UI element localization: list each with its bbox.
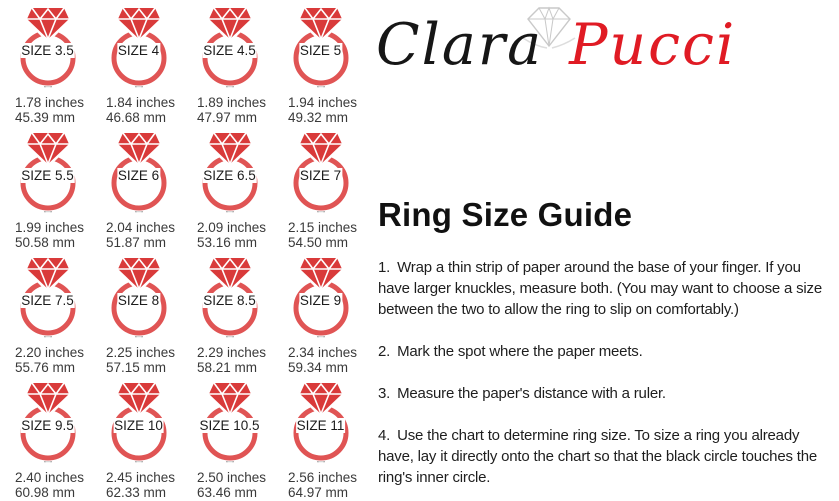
measurement: [288, 345, 357, 376]
size-cell: [2, 251, 93, 376]
measurement-mm: 49.32 mm: [288, 110, 349, 126]
measurement: [106, 220, 175, 251]
step-text: Wrap a thin strip of paper around the base of your finger. If you have larger knuckles, measure both. (You may want to choose a size between the two to allow the ring to slip on comfortably.): [378, 259, 822, 318]
measurement: [106, 345, 175, 376]
size-cell: [2, 126, 93, 251]
ring-icon: [103, 131, 175, 211]
measurement: [15, 95, 84, 126]
measurement: [15, 470, 84, 501]
size-cell: [275, 376, 366, 501]
width-arrow-icon: [14, 211, 82, 213]
size-cell: [93, 251, 184, 376]
step-text: Measure the paper's distance with a ruler.: [397, 385, 666, 402]
ring-size-label: SIZE 8.5: [203, 293, 256, 308]
step-text: Mark the spot where the paper meets.: [397, 343, 643, 360]
guide-step-2: [378, 341, 836, 362]
measurement-inches: 2.34 inches: [288, 344, 358, 360]
ring-icon: [12, 6, 84, 86]
brand-name-first: Clara: [376, 12, 544, 78]
guide-step-4: [378, 425, 836, 488]
measurement-inches: 2.40 inches: [15, 469, 85, 485]
size-cell: [275, 1, 366, 126]
measurement-mm: 58.21 mm: [197, 360, 258, 376]
measurement-mm: 57.15 mm: [106, 360, 167, 376]
width-arrow-icon: [105, 336, 173, 338]
ring-icon: [12, 381, 84, 461]
ring-size-label: SIZE 8: [117, 293, 160, 308]
size-cell: [275, 251, 366, 376]
measurement-mm: 47.97 mm: [197, 110, 258, 126]
width-arrow-icon: [196, 336, 264, 338]
ring-size-label: SIZE 10: [114, 418, 163, 433]
ring-icon: [285, 6, 357, 86]
ring-size-label: SIZE 4.5: [203, 43, 256, 58]
ring-size-label: SIZE 5.5: [21, 168, 74, 183]
step-number: 3.: [378, 385, 391, 402]
measurement-inches: 2.56 inches: [288, 469, 358, 485]
measurement-mm: 51.87 mm: [106, 235, 167, 251]
width-arrow-icon: [196, 86, 264, 88]
width-arrow-icon: [14, 461, 82, 463]
ring-icon: [285, 256, 357, 336]
measurement-inches: 2.45 inches: [106, 469, 176, 485]
size-chart-grid: [2, 1, 366, 501]
ring-size-label: SIZE 6.5: [203, 168, 256, 183]
measurement: [288, 220, 357, 251]
width-arrow-icon: [196, 461, 264, 463]
measurement-inches: 1.84 inches: [106, 94, 176, 110]
width-arrow-icon: [105, 461, 173, 463]
size-cell: [184, 1, 275, 126]
ring-icon: [103, 6, 175, 86]
ring-icon: [194, 381, 266, 461]
brand-name-second: Pucci: [569, 12, 737, 78]
size-cell: [184, 376, 275, 501]
step-text: Use the chart to determine ring size. To size a ring you already have, lay it directly onto the chart so that the black circle touches the ring's inner circle.: [378, 427, 817, 486]
width-arrow-icon: [105, 211, 173, 213]
guide-step-1: [378, 257, 836, 320]
size-cell: [275, 126, 366, 251]
ring-size-label: SIZE 9: [299, 293, 342, 308]
ring-icon: [12, 131, 84, 211]
size-cell: [2, 1, 93, 126]
ring-icon: [103, 256, 175, 336]
measurement: [288, 470, 357, 501]
measurement-inches: 2.29 inches: [197, 344, 267, 360]
width-arrow-icon: [14, 86, 82, 88]
measurement-inches: 1.78 inches: [15, 94, 85, 110]
measurement-mm: 50.58 mm: [15, 235, 76, 251]
measurement: [15, 345, 84, 376]
size-cell: [184, 126, 275, 251]
measurement: [106, 470, 175, 501]
measurement-inches: 2.50 inches: [197, 469, 267, 485]
width-arrow-icon: [105, 86, 173, 88]
measurement: [197, 95, 266, 126]
step-number: 4.: [378, 427, 391, 444]
ring-size-label: SIZE 4: [117, 43, 160, 58]
size-cell: [184, 251, 275, 376]
size-cell: [93, 1, 184, 126]
measurement-mm: 59.34 mm: [288, 360, 349, 376]
measurement-inches: 2.09 inches: [197, 219, 267, 235]
measurement: [106, 95, 175, 126]
size-cell: [2, 376, 93, 501]
measurement-mm: 63.46 mm: [197, 485, 258, 501]
ring-icon: [12, 256, 84, 336]
measurement-mm: 60.98 mm: [15, 485, 76, 501]
ring-size-label: SIZE 3.5: [21, 43, 74, 58]
measurement-inches: 2.15 inches: [288, 219, 358, 235]
guide-step-3: [378, 383, 836, 404]
ring-size-label: SIZE 6: [117, 168, 160, 183]
measurement: [197, 470, 266, 501]
measurement-inches: 2.25 inches: [106, 344, 176, 360]
ring-icon: [194, 256, 266, 336]
measurement: [15, 220, 84, 251]
ring-icon: [285, 381, 357, 461]
ring-size-label: SIZE 7: [299, 168, 342, 183]
measurement-inches: 2.20 inches: [15, 344, 85, 360]
measurement-mm: 64.97 mm: [288, 485, 349, 501]
width-arrow-icon: [287, 86, 355, 88]
brand-logo: [372, 0, 834, 108]
page-title: Ring Size Guide: [378, 196, 633, 233]
ring-icon: [194, 131, 266, 211]
measurement-mm: 55.76 mm: [15, 360, 76, 376]
measurement-mm: 46.68 mm: [106, 110, 167, 126]
ring-size-label: SIZE 9.5: [21, 418, 74, 433]
measurement-mm: 54.50 mm: [288, 235, 349, 251]
ring-size-label: SIZE 7.5: [21, 293, 74, 308]
ring-size-label: SIZE 10.5: [199, 418, 260, 433]
ring-size-label: SIZE 5: [299, 43, 342, 58]
width-arrow-icon: [287, 211, 355, 213]
size-cell: [93, 376, 184, 501]
measurement-inches: 1.89 inches: [197, 94, 267, 110]
width-arrow-icon: [14, 336, 82, 338]
measurement-inches: 2.04 inches: [106, 219, 176, 235]
measurement: [288, 95, 357, 126]
measurement-mm: 62.33 mm: [106, 485, 167, 501]
ring-icon: [285, 131, 357, 211]
width-arrow-icon: [287, 461, 355, 463]
ring-size-label: SIZE 11: [296, 418, 345, 433]
step-number: 1.: [378, 259, 391, 276]
guide-section: [378, 196, 836, 501]
brand-name: [376, 14, 736, 77]
ring-icon: [103, 381, 175, 461]
measurement: [197, 345, 266, 376]
step-number: 2.: [378, 343, 391, 360]
measurement-mm: 53.16 mm: [197, 235, 258, 251]
size-cell: [93, 126, 184, 251]
width-arrow-icon: [196, 211, 264, 213]
measurement-inches: 1.94 inches: [288, 94, 358, 110]
width-arrow-icon: [287, 336, 355, 338]
ring-icon: [194, 6, 266, 86]
measurement-inches: 1.99 inches: [15, 219, 85, 235]
measurement: [197, 220, 266, 251]
measurement-mm: 45.39 mm: [15, 110, 76, 126]
